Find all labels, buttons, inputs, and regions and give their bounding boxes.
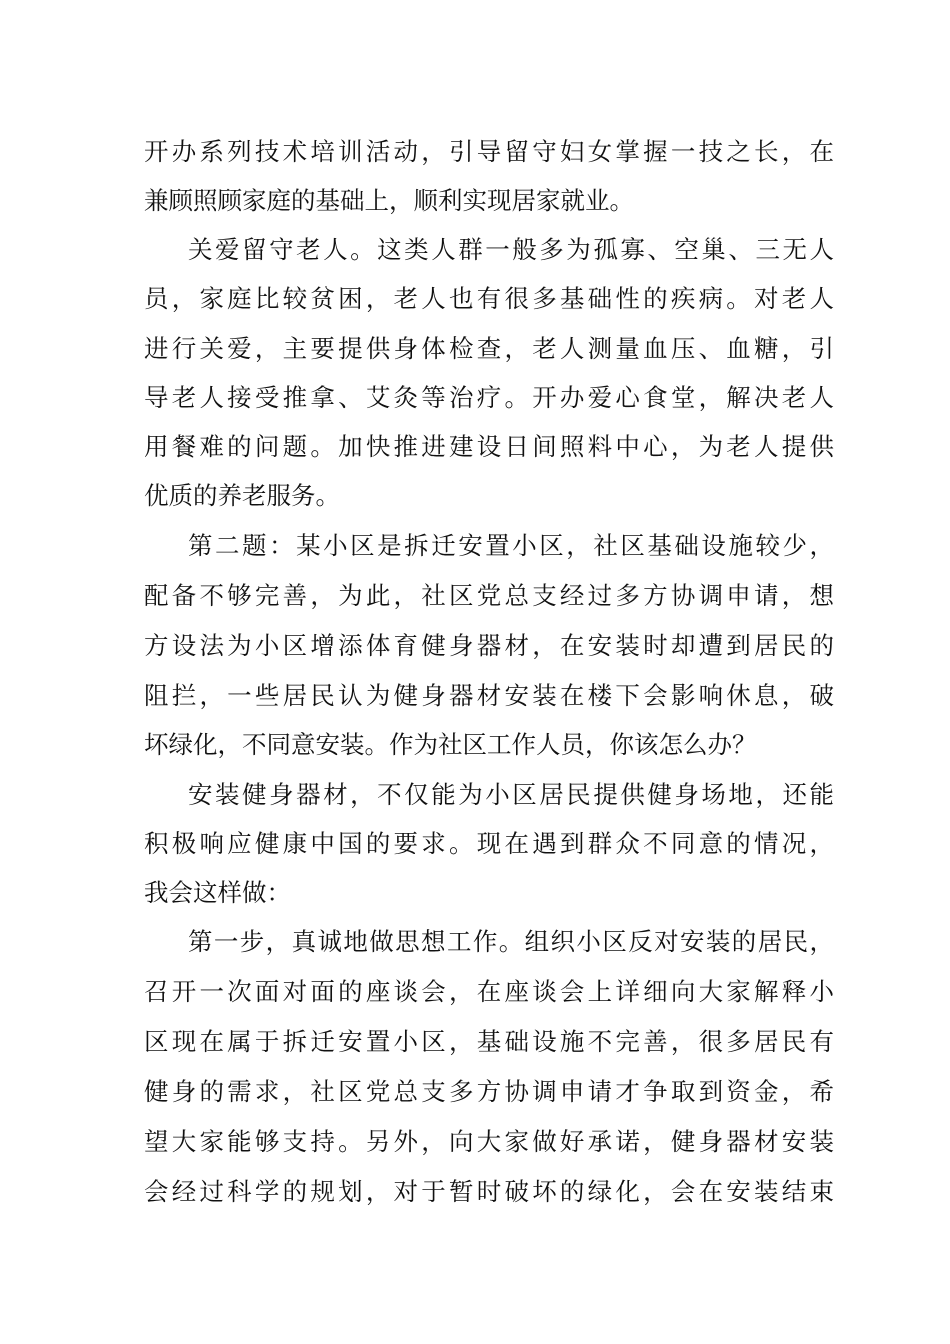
text-line: 优质的养老服务。 bbox=[144, 481, 340, 510]
text-line: 健身的需求，社区党总支多方协调申请才争取到资金，希 bbox=[144, 1077, 834, 1106]
text-line: 进行关爱，主要提供身体检查，老人测量血压、血糖，引 bbox=[144, 334, 834, 363]
text-line: 区现在属于拆迁安置小区，基础设施不完善，很多居民有 bbox=[144, 1027, 834, 1056]
text-line: 召开一次面对面的座谈会，在座谈会上详细向大家解释小 bbox=[144, 977, 834, 1006]
paragraph-start-line: 安装健身器材，不仅能为小区居民提供健身场地，还能 bbox=[188, 780, 834, 809]
text-line: 方设法为小区增添体育健身器材，在安装时却遭到居民的 bbox=[144, 631, 834, 660]
paragraph-start-line: 第一步，真诚地做思想工作。组织小区反对安装的居民， bbox=[188, 927, 834, 956]
text-line: 会经过科学的规划，对于暂时破坏的绿化，会在安装结束 bbox=[144, 1177, 834, 1206]
text-line: 坏绿化，不同意安装。作为社区工作人员，你该怎么办？ bbox=[144, 730, 757, 759]
text-line: 开办系列技术培训活动，引导留守妇女掌握一技之长，在 bbox=[144, 137, 834, 166]
text-line: 我会这样做： bbox=[144, 878, 291, 907]
text-line: 望大家能够支持。另外，向大家做好承诺，健身器材安装 bbox=[144, 1127, 834, 1156]
text-line: 阻拦，一些居民认为健身器材安装在楼下会影响休息，破 bbox=[144, 681, 834, 710]
text-line: 积极响应健康中国的要求。现在遇到群众不同意的情况， bbox=[144, 829, 834, 858]
text-line: 兼顾照顾家庭的基础上，顺利实现居家就业。 bbox=[144, 186, 634, 215]
text-line: 员，家庭比较贫困，老人也有很多基础性的疾病。对老人 bbox=[144, 284, 834, 313]
text-line: 导老人接受推拿、艾灸等治疗。开办爱心食堂，解决老人 bbox=[144, 383, 834, 412]
paragraph-start-line: 关爱留守老人。这类人群一般多为孤寡、空巢、三无人 bbox=[188, 235, 834, 264]
text-line: 配备不够完善，为此，社区党总支经过多方协调申请，想 bbox=[144, 581, 834, 610]
question-heading-line: 第二题：某小区是拆迁安置小区，社区基础设施较少， bbox=[188, 531, 834, 560]
text-line: 用餐难的问题。加快推进建设日间照料中心，为老人提供 bbox=[144, 432, 834, 461]
